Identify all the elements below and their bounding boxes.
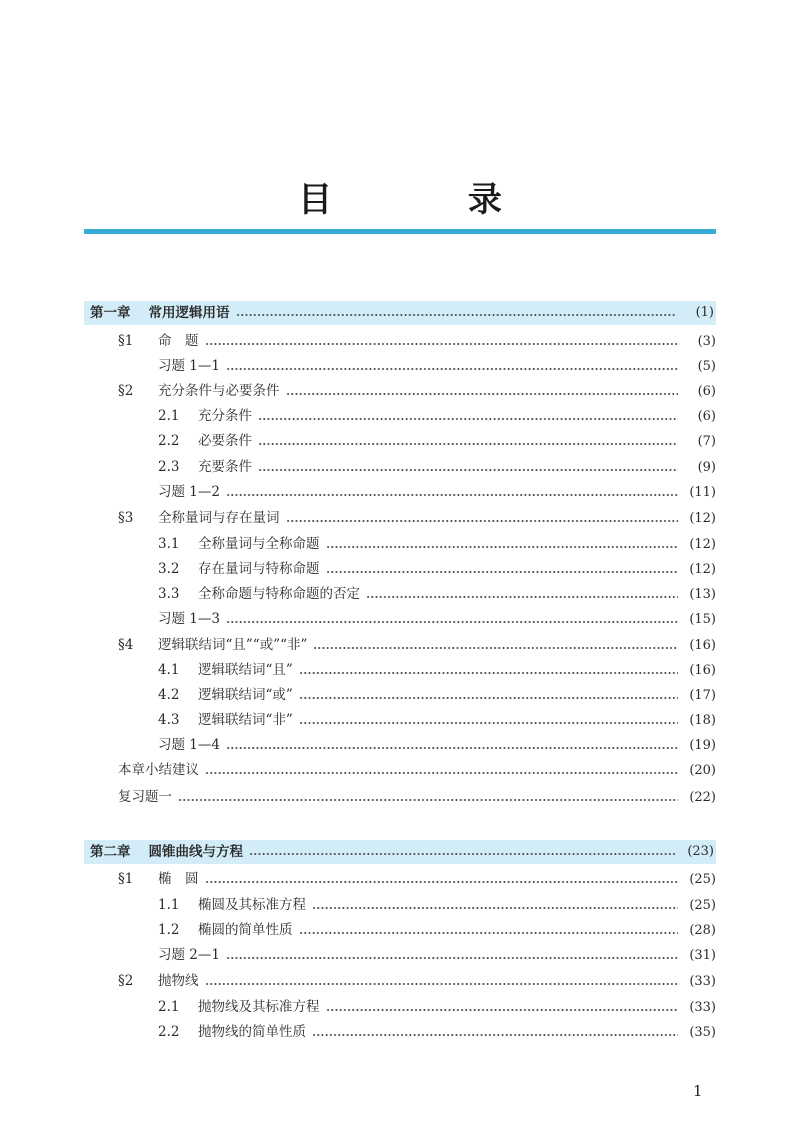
toc-page-ref: (11) bbox=[689, 485, 716, 500]
toc-page-ref: (12) bbox=[689, 562, 716, 577]
toc-row[interactable] bbox=[158, 582, 716, 607]
toc-entry-title: 逻辑联结词“或” bbox=[198, 687, 293, 703]
toc-entry-title: 习题 1—4 bbox=[158, 737, 220, 753]
toc-row[interactable] bbox=[158, 733, 716, 758]
toc-row[interactable] bbox=[158, 683, 716, 708]
toc-leader-dots bbox=[258, 418, 678, 420]
toc-page-ref: (33) bbox=[689, 974, 716, 989]
toc-entry-title: 全称命题与特称命题的否定 bbox=[198, 586, 360, 602]
toc-leader-dots bbox=[226, 621, 678, 623]
toc-page-ref: (7) bbox=[697, 434, 716, 449]
toc-row[interactable] bbox=[118, 379, 716, 404]
toc-entry-title: 抛物线的简单性质 bbox=[198, 1024, 306, 1040]
toc-row[interactable] bbox=[118, 969, 716, 994]
toc-row[interactable] bbox=[118, 867, 716, 892]
toc-row[interactable] bbox=[158, 404, 716, 429]
toc-page-ref: (25) bbox=[689, 872, 716, 887]
toc-row[interactable] bbox=[158, 354, 716, 379]
toc-chapter-row[interactable] bbox=[84, 840, 716, 864]
toc-entry-title: 全称量词与存在量词 bbox=[158, 510, 280, 526]
page-title: 目 录 bbox=[298, 180, 564, 220]
toc-row[interactable] bbox=[158, 557, 716, 582]
toc-page-ref: (28) bbox=[689, 923, 716, 938]
toc-leader-dots bbox=[226, 494, 678, 496]
toc-entry-number: 3.2 bbox=[158, 561, 180, 577]
toc-row[interactable] bbox=[158, 658, 716, 683]
toc-entry-number: 4.2 bbox=[158, 687, 180, 703]
toc-row[interactable] bbox=[158, 893, 716, 918]
toc-page-ref: (19) bbox=[689, 738, 716, 753]
toc-leader-dots bbox=[205, 343, 679, 345]
toc-entry-title: 椭 圆 bbox=[158, 871, 199, 887]
toc-entry-title: 抛物线及其标准方程 bbox=[198, 999, 320, 1015]
toc-row[interactable] bbox=[158, 708, 716, 733]
toc-entry-title: 充要条件 bbox=[198, 459, 252, 475]
toc-entry-title: 存在量词与特称命题 bbox=[198, 561, 320, 577]
toc-entry-number: §1 bbox=[118, 871, 134, 887]
toc-row[interactable] bbox=[158, 1020, 716, 1045]
toc-entry-number: 3.1 bbox=[158, 536, 180, 552]
toc-row[interactable] bbox=[118, 633, 716, 658]
toc-page-ref: (33) bbox=[689, 1000, 716, 1015]
toc-page-ref: (13) bbox=[689, 587, 716, 602]
toc-entry-number: §1 bbox=[118, 333, 134, 349]
toc-entry-number: §2 bbox=[118, 383, 134, 399]
toc-entry-title: 充分条件与必要条件 bbox=[158, 383, 280, 399]
toc-leader-dots bbox=[326, 571, 679, 573]
toc-entry-title: 习题 1—1 bbox=[158, 358, 220, 374]
toc-row[interactable] bbox=[158, 943, 716, 968]
toc-page-ref: (31) bbox=[689, 948, 716, 963]
toc-entry-title: 习题 1—2 bbox=[158, 484, 220, 500]
toc-leader-dots bbox=[326, 1009, 679, 1011]
toc-page-ref: (6) bbox=[697, 384, 716, 399]
toc-entry-title: 本章小结建议 bbox=[118, 762, 199, 778]
toc-page-ref: (15) bbox=[689, 612, 716, 627]
toc-entry-title: 常用逻辑用语 bbox=[148, 305, 230, 321]
toc-entry-number: 2.2 bbox=[158, 1024, 180, 1040]
toc-page-ref: (35) bbox=[689, 1025, 716, 1040]
toc-row[interactable] bbox=[118, 506, 716, 531]
toc-entry-number: 2.1 bbox=[158, 408, 180, 424]
toc-leader-dots bbox=[326, 546, 679, 548]
toc-entry-number: §2 bbox=[118, 973, 134, 989]
toc-chapter-row[interactable] bbox=[84, 301, 716, 325]
toc-page-ref: (18) bbox=[689, 713, 716, 728]
toc-leader-dots bbox=[249, 853, 676, 855]
toc-page-ref: (16) bbox=[689, 663, 716, 678]
toc-page-ref: (6) bbox=[697, 409, 716, 424]
toc-entry-number: 4.3 bbox=[158, 712, 180, 728]
toc-row[interactable] bbox=[158, 429, 716, 454]
toc-leader-dots bbox=[312, 1034, 678, 1036]
toc-leader-dots bbox=[286, 393, 679, 395]
toc-entry-title: 习题 1—3 bbox=[158, 611, 220, 627]
toc-leader-dots bbox=[226, 368, 678, 370]
toc-page-ref: (23) bbox=[687, 844, 714, 859]
toc-row[interactable] bbox=[158, 995, 716, 1020]
toc-entry-title: 全称量词与全称命题 bbox=[198, 536, 320, 552]
toc-entry-title: 圆锥曲线与方程 bbox=[148, 844, 243, 860]
toc-row[interactable] bbox=[158, 455, 716, 480]
toc-entry-title: 复习题一 bbox=[118, 789, 172, 805]
toc-leader-dots bbox=[178, 799, 678, 801]
toc-entry-title: 逻辑联结词“非” bbox=[198, 712, 293, 728]
toc-row[interactable] bbox=[118, 758, 716, 783]
toc-entry-number: 1.1 bbox=[158, 897, 180, 913]
toc-entry-number: §4 bbox=[118, 637, 134, 653]
toc-page-ref: (12) bbox=[689, 511, 716, 526]
toc-row[interactable] bbox=[158, 607, 716, 632]
toc-leader-dots bbox=[226, 747, 678, 749]
toc-page-ref: (17) bbox=[689, 688, 716, 703]
toc-leader-dots bbox=[205, 881, 679, 883]
toc-entry-number: 3.3 bbox=[158, 586, 180, 602]
toc-entry-title: 椭圆及其标准方程 bbox=[198, 897, 306, 913]
toc-leader-dots bbox=[205, 772, 678, 774]
toc-row[interactable] bbox=[158, 480, 716, 505]
toc-leader-dots bbox=[286, 520, 679, 522]
toc-entry-number: 2.2 bbox=[158, 433, 180, 449]
toc-entry-number: 1.2 bbox=[158, 922, 180, 938]
toc-row[interactable] bbox=[118, 785, 716, 810]
toc-page-ref: (25) bbox=[689, 898, 716, 913]
toc-row[interactable] bbox=[158, 532, 716, 557]
toc-entry-title: 命 题 bbox=[158, 333, 199, 349]
toc-page-ref: (16) bbox=[689, 638, 716, 653]
toc-leader-dots bbox=[366, 596, 678, 598]
toc-leader-dots bbox=[313, 647, 678, 649]
toc-leader-dots bbox=[299, 932, 679, 934]
toc-entry-title: 椭圆的简单性质 bbox=[198, 922, 293, 938]
toc-leader-dots bbox=[258, 443, 678, 445]
toc-leader-dots bbox=[258, 469, 678, 471]
toc-leader-dots bbox=[236, 314, 677, 316]
toc-leader-dots bbox=[205, 983, 679, 985]
toc-page-ref: (3) bbox=[697, 334, 716, 349]
toc-entry-title: 充分条件 bbox=[198, 408, 252, 424]
toc-entry-title: 习题 2—1 bbox=[158, 947, 220, 963]
toc-entry-title: 逻辑联结词“且”“或”“非” bbox=[158, 637, 308, 653]
title-divider bbox=[84, 229, 716, 234]
toc-page-ref: (9) bbox=[697, 460, 716, 475]
toc-entry-number: 4.1 bbox=[158, 662, 180, 678]
toc-row[interactable] bbox=[118, 329, 716, 354]
toc-entry-number: 第一章 bbox=[90, 305, 131, 321]
toc-entry-title: 逻辑联结词“且” bbox=[198, 662, 293, 678]
toc-entry-title: 必要条件 bbox=[198, 433, 252, 449]
toc-entry-title: 抛物线 bbox=[158, 973, 199, 989]
toc-leader-dots bbox=[299, 722, 678, 724]
toc-page-ref: (1) bbox=[695, 305, 714, 320]
toc-page-ref: (22) bbox=[689, 790, 716, 805]
toc-page-ref: (20) bbox=[689, 763, 716, 778]
toc-page-ref: (5) bbox=[697, 359, 716, 374]
toc-leader-dots bbox=[299, 672, 678, 674]
toc-entry-number: 2.1 bbox=[158, 999, 180, 1015]
toc-entry-number: 第二章 bbox=[90, 844, 131, 860]
toc-page-ref: (12) bbox=[689, 537, 716, 552]
toc-leader-dots bbox=[312, 907, 678, 909]
toc-entry-number: 2.3 bbox=[158, 459, 180, 475]
toc-leader-dots bbox=[299, 697, 678, 699]
toc-leader-dots bbox=[226, 957, 678, 959]
toc-entry-number: §3 bbox=[118, 510, 134, 526]
page-number: 1 bbox=[693, 1082, 703, 1100]
toc-row[interactable] bbox=[158, 918, 716, 943]
